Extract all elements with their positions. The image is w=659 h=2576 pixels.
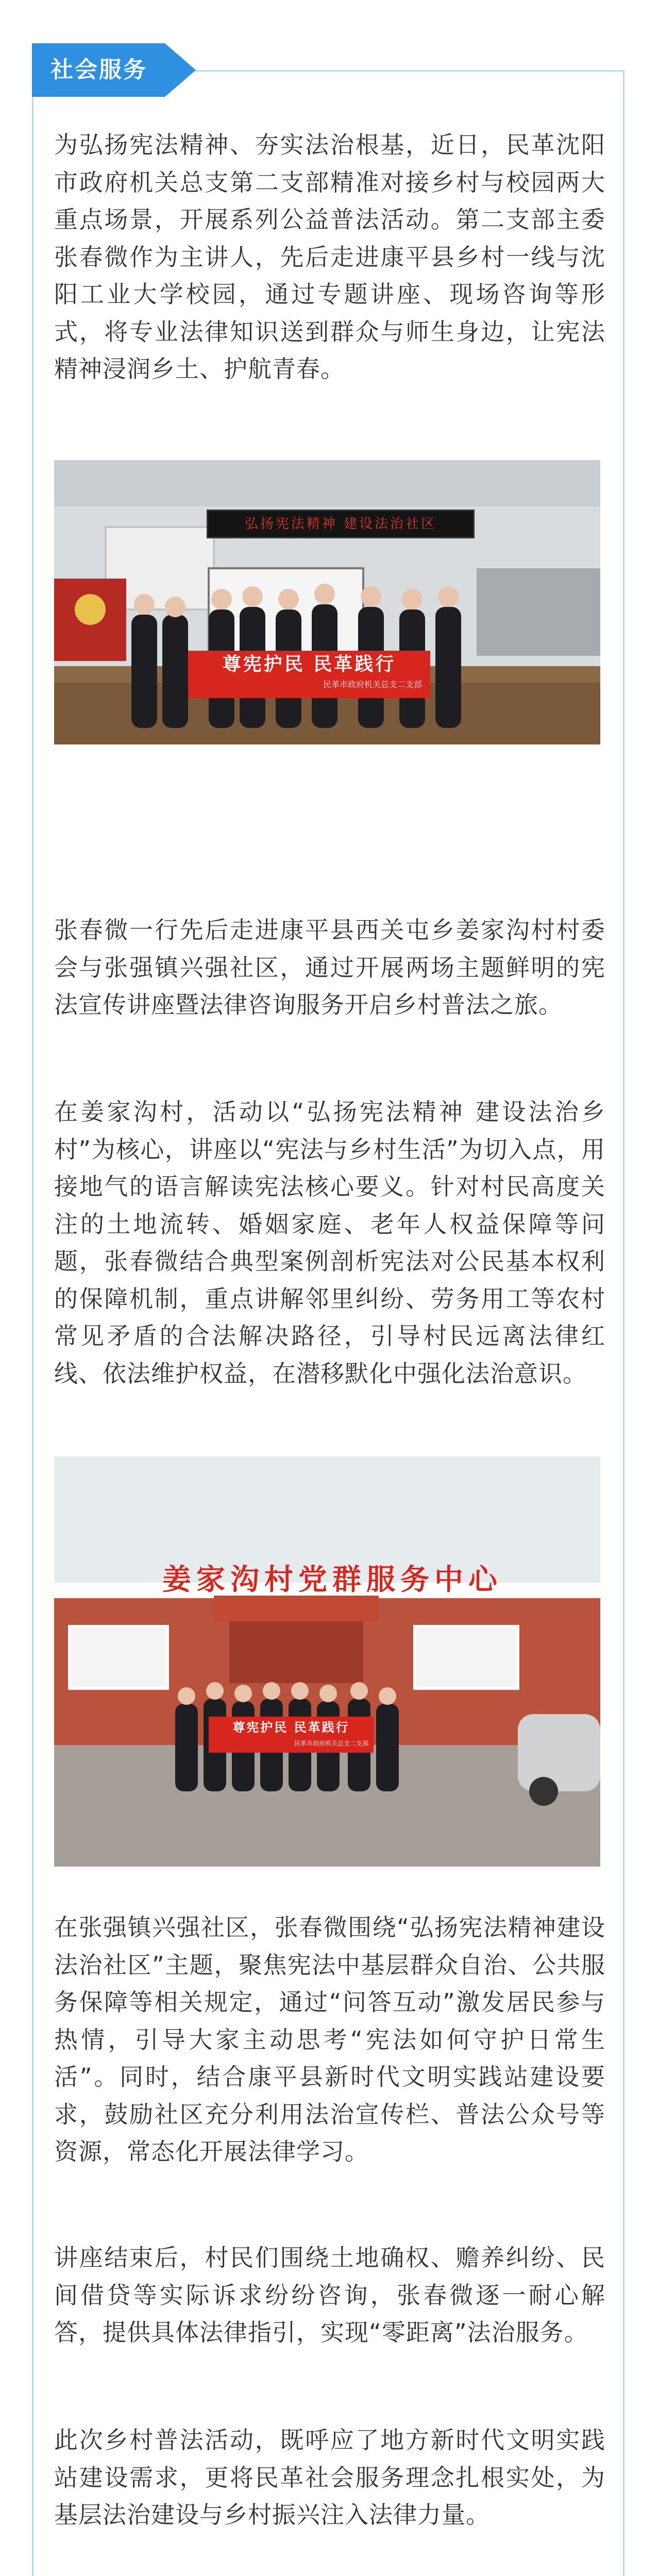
paragraph-xingqiang: 在张强镇兴强社区，张春微围绕“弘扬宪法精神建设法治社区”主题，聚焦宪法中基层群众自治、公共服务保障等相关规定，通过“问答互动”激发居民参与热情，引导大家主动思考“宪法如何守护日常生活”。同时，结合康平县新时代文明实践站建设要求，鼓励社区充分利用法治宣传栏、普法公众号等资源，常态化开展法律学习。 [54,1913,605,2165]
banner-indoor-sub-text: 民革市政府机关总支二支部 [323,680,422,689]
building-sign: 姜家沟村党群服务中心 [162,1563,502,1597]
section-title: 社会服务 [50,57,147,83]
banner-indoor [188,651,430,698]
section-tab [32,43,207,97]
led-sign [207,510,475,538]
paragraph-consultation: 讲座结束后，村民们围绕土地确权、赡养纠纷、民间借贷等实际诉求纷纷咨询，张春微逐一耐心解答，提供具体法律指引，实现“零距离”法治服务。 [54,2244,605,2346]
photo-group-outdoor [54,1456,600,1867]
banner-outdoor-main-text: 尊宪护民 民革践行 [232,1720,350,1735]
photo-indoor-image [54,460,600,744]
banner-indoor-main-text: 尊宪护民 民革践行 [222,654,396,675]
photo-group-indoor [54,460,600,744]
led-sign-text: 弘扬宪法精神 建设法治社区 [244,516,437,532]
photo-outdoor-image [54,1456,600,1867]
paragraph-conclusion: 此次乡村普法活动，既呼应了地方新时代文明实践站建设需求，更将民革社会服务理念扎根实处，为基层法治建设与乡村振兴注入法律力量。 [54,2426,605,2529]
paragraph-visit: 张春微一行先后走进康平县西关屯乡姜家沟村村委会与张强镇兴强社区，通过开展两场主题鲜明的宪法宣传讲座暨法律咨询服务开启乡村普法之旅。 [54,916,605,1019]
intro-paragraph: 为弘扬宪法精神、夯实法治根基，近日，民革沈阳市政府机关总支第二支部精准对接乡村与校园两大重点场景，开展系列公益普法活动。第二支部主委张春微作为主讲人，先后走进康平县乡村一线与沈阳工业大学校园，通过专题讲座、现场咨询等形式，将专业法律知识送到群众与师生身边，让宪法精神浸润乡土、护航青春。 [54,131,605,383]
paragraph-jiangjiagou: 在姜家沟村，活动以“弘扬宪法精神 建设法治乡村”为核心，讲座以“宪法与乡村生活”为切入点，用接地气的语言解读宪法核心要义。针对村民高度关注的土地流转、婚姻家庭、老年人权益保障等问题，张春微结合典型案例剖析宪法对公民基本权利的保障机制，重点讲解邻里纠纷、劳务用工等农村常见矛盾的合法解决路径，引导村民远离法律红线、依法维护权益，在潜移默化中强化法治意识。 [54,1098,605,1387]
banner-outdoor-sub-text: 民革市政府机关总支二支部 [294,1740,368,1747]
banner-outdoor [209,1717,374,1753]
